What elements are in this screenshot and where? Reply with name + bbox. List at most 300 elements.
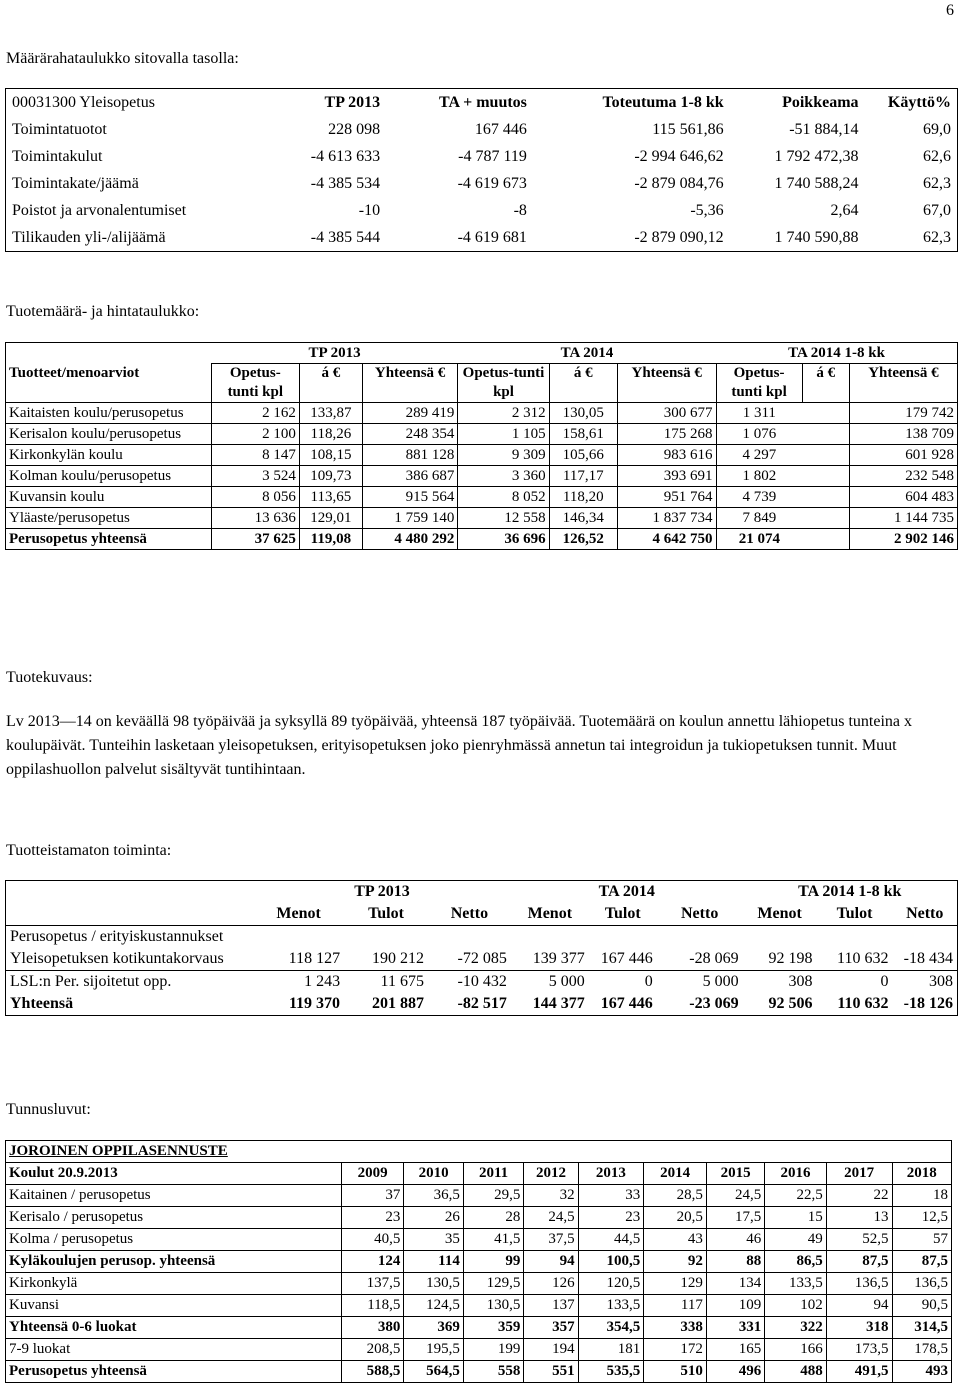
section-title-description: Tuotekuvaus: (6, 669, 93, 686)
value-cell (802, 466, 849, 487)
value-cell: 136,5 (892, 1273, 952, 1295)
column-header: á € (299, 364, 362, 403)
row-label: Kirkonkylän koulu (6, 445, 212, 466)
table-row (6, 971, 958, 994)
value-cell: 181 (578, 1339, 644, 1361)
value-cell: 4 480 292 (362, 529, 458, 550)
value-cell: 138 709 (849, 424, 957, 445)
value-cell: 493 (892, 1361, 952, 1383)
value-cell: 21 074 (716, 529, 802, 550)
value-cell: 126,52 (549, 529, 617, 550)
table-row (6, 1295, 952, 1317)
row-label: Yhteensä (10, 995, 74, 1012)
value-cell: 62,3 (865, 224, 958, 252)
value-cell: 2 100 (211, 424, 299, 445)
value-cell: 28 (463, 1207, 523, 1229)
sub-header-row (6, 903, 958, 926)
value-cell: 8 056 (211, 487, 299, 508)
value-cell: 33 (578, 1185, 644, 1207)
value-cell: 119,08 (299, 529, 362, 550)
value-cell: -2 879 090,12 (533, 224, 730, 252)
table-row (6, 170, 958, 197)
value-cell: 92 198 (743, 948, 817, 971)
value-cell: 37 (341, 1185, 404, 1207)
value-cell: -18 126 (903, 995, 953, 1012)
value-cell: 100,5 (578, 1251, 644, 1273)
value-cell: 22 (826, 1185, 892, 1207)
section-title-nonproduct: Tuotteistamaton toiminta: (6, 842, 172, 859)
value-cell: 1 740 588,24 (774, 174, 859, 192)
value-cell (802, 403, 849, 424)
row-header: Koulut 20.9.2013 (6, 1163, 342, 1185)
table-row (6, 143, 958, 170)
value-cell (802, 445, 849, 466)
section-row (6, 926, 958, 949)
value-cell: 1 792 472,38 (774, 147, 859, 165)
value-cell: 87,5 (826, 1251, 892, 1273)
value-cell: 124,5 (404, 1295, 463, 1317)
value-cell: -4 613 633 (310, 147, 381, 165)
table-row (6, 445, 958, 466)
column-header: Tulot (344, 903, 428, 926)
value-cell: 1 759 140 (362, 508, 458, 529)
value-cell: 20,5 (644, 1207, 707, 1229)
value-cell: 133,5 (765, 1273, 827, 1295)
value-cell: 1 076 (716, 424, 802, 445)
sub-header-row (6, 364, 958, 403)
value-cell: 4 739 (716, 487, 802, 508)
value-cell: -4 385 534 (310, 174, 381, 192)
value-cell: 3 360 (458, 466, 549, 487)
value-cell: 604 483 (849, 487, 957, 508)
table-row (6, 466, 958, 487)
value-cell: 130,5 (404, 1273, 463, 1295)
row-label: Kaitainen / perusopetus (6, 1185, 342, 1207)
row-label: Toimintatuotot (6, 116, 291, 143)
row-label: Perusopetus yhteensä (6, 529, 212, 550)
value-cell: 2 902 146 (849, 529, 957, 550)
value-cell: 146,34 (549, 508, 617, 529)
table-row (6, 1207, 952, 1229)
value-cell: 117 (644, 1295, 707, 1317)
value-cell: 308 (788, 973, 813, 990)
section-title-price: Tuotemäärä- ja hintataulukko: (6, 303, 200, 320)
column-header: Opetus-tunti kpl (716, 364, 802, 403)
value-cell: -10 432 (457, 973, 507, 990)
value-cell: 1 802 (716, 466, 802, 487)
year-header: 2009 (341, 1163, 404, 1185)
value-cell: 69,0 (865, 116, 958, 143)
value-cell: -2 879 084,76 (634, 174, 724, 192)
value-cell: 26 (404, 1207, 463, 1229)
value-cell: 23 (578, 1207, 644, 1229)
value-cell: 35 (404, 1229, 463, 1251)
value-cell: 195,5 (404, 1339, 463, 1361)
value-cell: 130,5 (463, 1295, 523, 1317)
column-header: Tulot (817, 903, 893, 926)
value-cell: 322 (765, 1317, 827, 1339)
value-cell: 49 (765, 1229, 827, 1251)
group-header: TA 2014 1-8 kk (716, 343, 957, 364)
column-header: TA + muutos (386, 89, 533, 117)
value-cell: 5 000 (548, 973, 585, 990)
value-cell: 289 419 (362, 403, 458, 424)
row-label: Yleisopetuksen kotikuntakorvaus (6, 948, 254, 971)
value-cell: 109,73 (299, 466, 362, 487)
value-cell: 120,5 (578, 1273, 644, 1295)
value-cell: 300 677 (617, 403, 716, 424)
value-cell: 158,61 (549, 424, 617, 445)
value-cell: 9 309 (458, 445, 549, 466)
value-cell: 380 (341, 1317, 404, 1339)
forecast-table (5, 1140, 952, 1383)
value-cell: 208,5 (341, 1339, 404, 1361)
value-cell: 134 (706, 1273, 764, 1295)
year-header: 2017 (826, 1163, 892, 1185)
table-row (6, 424, 958, 445)
row-label: Toimintakate/jäämä (6, 170, 291, 197)
value-cell: 114 (404, 1251, 463, 1273)
value-cell: 1 105 (458, 424, 549, 445)
value-cell: 12 558 (458, 508, 549, 529)
value-cell: 113,65 (299, 487, 362, 508)
value-cell: -10 (358, 201, 381, 219)
value-cell: 40,5 (341, 1229, 404, 1251)
column-header: Netto (428, 903, 511, 926)
value-cell: 190 212 (344, 948, 428, 971)
value-cell: 41,5 (463, 1229, 523, 1251)
value-cell: 37 625 (211, 529, 299, 550)
value-cell: -8 (513, 201, 527, 219)
empty-header (6, 903, 254, 926)
value-cell: 136,5 (826, 1273, 892, 1295)
value-cell: 88 (706, 1251, 764, 1273)
value-cell: 915 564 (362, 487, 458, 508)
value-cell: 510 (644, 1361, 707, 1383)
table-row (6, 1317, 952, 1339)
table-row (6, 508, 958, 529)
table-row (6, 487, 958, 508)
value-cell: 87,5 (892, 1251, 952, 1273)
row-label: Kuvansin koulu (6, 487, 212, 508)
value-cell: 2 162 (211, 403, 299, 424)
group-header: TP 2013 (211, 343, 458, 364)
value-cell: 314,5 (892, 1317, 952, 1339)
value-cell: -28 069 (657, 948, 743, 971)
value-cell: 15 (765, 1207, 827, 1229)
value-cell: 491,5 (826, 1361, 892, 1383)
value-cell: 179 742 (849, 403, 957, 424)
value-cell: 126 (524, 1273, 578, 1295)
value-cell: 588,5 (341, 1361, 404, 1383)
value-cell: 118,5 (341, 1295, 404, 1317)
value-cell: 535,5 (578, 1361, 644, 1383)
value-cell: 165 (706, 1339, 764, 1361)
row-label: Poistot ja arvonalentumiset (6, 197, 291, 224)
group-header: TA 2014 (458, 343, 716, 364)
year-header: 2013 (578, 1163, 644, 1185)
value-cell: 36 696 (458, 529, 549, 550)
value-cell: -4 619 673 (457, 174, 527, 192)
value-cell: 248 354 (362, 424, 458, 445)
value-cell: 951 764 (617, 487, 716, 508)
group-header-row (6, 343, 958, 364)
value-cell: 29,5 (463, 1185, 523, 1207)
table-row (6, 1229, 952, 1251)
column-header: Poikkeama (730, 89, 865, 117)
value-cell (802, 424, 849, 445)
table-title: JOROINEN OPPILASENNUSTE (6, 1141, 952, 1163)
value-cell: 1 740 590,88 (730, 224, 865, 252)
table-row (6, 1361, 952, 1383)
value-cell: 167 446 (474, 120, 527, 138)
value-cell: 488 (765, 1361, 827, 1383)
title-row (6, 1141, 952, 1163)
group-header-row (6, 881, 958, 904)
value-cell: 338 (644, 1317, 707, 1339)
value-cell: 173,5 (826, 1339, 892, 1361)
value-cell: 94 (524, 1251, 578, 1273)
empty-header (6, 343, 212, 364)
value-cell: 1 311 (716, 403, 802, 424)
value-cell: 4 297 (716, 445, 802, 466)
column-header: Netto (657, 903, 743, 926)
value-cell: 129,01 (299, 508, 362, 529)
row-label: Kuvansi (6, 1295, 342, 1317)
value-cell: 129,5 (463, 1273, 523, 1295)
value-cell: 318 (826, 1317, 892, 1339)
table-row (6, 948, 958, 971)
value-cell: 99 (463, 1251, 523, 1273)
group-header: TA 2014 1-8 kk (798, 883, 902, 900)
value-cell: 354,5 (578, 1317, 644, 1339)
value-cell: -5,36 (690, 201, 724, 219)
value-cell: 28,5 (644, 1185, 707, 1207)
value-cell: 92 (644, 1251, 707, 1273)
value-cell: 172 (644, 1339, 707, 1361)
value-cell: 22,5 (765, 1185, 827, 1207)
row-label: LSL:n Per. sijoitetut opp. (10, 973, 172, 990)
value-cell: 117,17 (549, 466, 617, 487)
value-cell: 24,5 (524, 1207, 578, 1229)
value-cell: 13 (826, 1207, 892, 1229)
value-cell: 118,26 (299, 424, 362, 445)
column-header: Opetus-tunti kpl (458, 364, 549, 403)
value-cell: 102 (765, 1295, 827, 1317)
value-cell: 32 (524, 1185, 578, 1207)
value-cell: -2 994 646,62 (634, 147, 724, 165)
value-cell: 133,87 (299, 403, 362, 424)
section-label: Perusopetus / erityiskustannukset (10, 928, 224, 945)
value-cell: 8 147 (211, 445, 299, 466)
value-cell: 90,5 (892, 1295, 952, 1317)
value-cell: 119 370 (288, 995, 341, 1012)
budget-table (5, 88, 958, 252)
row-label: Kirkonkylä (6, 1273, 342, 1295)
value-cell: 564,5 (404, 1361, 463, 1383)
year-header: 2012 (524, 1163, 578, 1185)
value-cell: 110 632 (817, 948, 893, 971)
value-cell: 558 (463, 1361, 523, 1383)
value-cell: 393 691 (617, 466, 716, 487)
row-label: Tilikauden yli-/alijäämä (6, 224, 291, 252)
column-header: TP 2013 (290, 89, 386, 117)
column-header: Opetus-tunti kpl (211, 364, 299, 403)
value-cell: 232 548 (849, 466, 957, 487)
nonproduct-table (5, 880, 958, 1016)
value-cell: 0 (644, 973, 653, 990)
value-cell: 3 524 (211, 466, 299, 487)
row-label: Kerisalo / perusopetus (6, 1207, 342, 1229)
year-header: 2010 (404, 1163, 463, 1185)
year-header: 2011 (463, 1163, 523, 1185)
section-title-budget: Määrärahataulukko sitovalla tasolla: (6, 50, 239, 67)
value-cell: 496 (706, 1361, 764, 1383)
value-cell: 1 243 (304, 973, 341, 990)
table-row (6, 1339, 952, 1361)
year-header: 2016 (765, 1163, 827, 1185)
value-cell: 36,5 (404, 1185, 463, 1207)
column-header: Yhteensä € (617, 364, 716, 403)
value-cell: 137,5 (341, 1273, 404, 1295)
row-label: Kolma / perusopetus (6, 1229, 342, 1251)
value-cell: 2,64 (830, 201, 859, 219)
column-header: á € (802, 364, 849, 403)
value-cell: 109 (706, 1295, 764, 1317)
column-header: Toteutuma 1-8 kk (533, 89, 730, 117)
value-cell: 37,5 (524, 1229, 578, 1251)
value-cell: 46 (706, 1229, 764, 1251)
value-cell: 178,5 (892, 1339, 952, 1361)
value-cell: 983 616 (617, 445, 716, 466)
row-label: Yläaste/perusopetus (6, 508, 212, 529)
table-row (6, 993, 958, 1016)
value-cell: 386 687 (362, 466, 458, 487)
value-cell: 1 837 734 (617, 508, 716, 529)
table-row (6, 116, 958, 143)
value-cell: -23 069 (689, 995, 739, 1012)
value-cell: 57 (892, 1229, 952, 1251)
value-cell: 52,5 (826, 1229, 892, 1251)
year-header: 2018 (892, 1163, 952, 1185)
year-header-row (6, 1163, 952, 1185)
value-cell: 551 (524, 1361, 578, 1383)
value-cell: 881 128 (362, 445, 458, 466)
value-cell: 23 (341, 1207, 404, 1229)
table-row (6, 1185, 952, 1207)
product-description: Lv 2013—14 on keväällä 98 työpäivää ja syksyllä 89 työpäivää, yhteensä 187 työpäivää. Tuotemäärä on koulun annettu lähiopetus tunteina x koulupäivät. Tunteihin lasketaan yleisopetuksen, erityisopetuksen joko pienryhmässä annetun tai integroidun ja tukiopetuksen tunnit. Muut oppilashuollon palvelut sisältyvät tuntihintaan. (6, 713, 913, 778)
column-header: Menot (743, 903, 817, 926)
value-cell: 137 (524, 1295, 578, 1317)
value-cell: 199 (463, 1339, 523, 1361)
price-table (5, 342, 958, 550)
column-header: Netto (892, 903, 957, 926)
value-cell: 62,6 (865, 143, 958, 170)
value-cell: 118,20 (549, 487, 617, 508)
column-header: Yhteensä € (362, 364, 458, 403)
row-header: Tuotteet/menoarviot (6, 364, 212, 403)
value-cell: 44,5 (578, 1229, 644, 1251)
value-cell: -18 434 (892, 948, 957, 971)
value-cell: -72 085 (428, 948, 511, 971)
value-cell: 130,05 (549, 403, 617, 424)
value-cell: 129 (644, 1273, 707, 1295)
value-cell: 118 127 (253, 948, 344, 971)
empty-header (6, 881, 254, 904)
column-header: 00031300 Yleisopetus (6, 89, 291, 117)
value-cell: 105,66 (549, 445, 617, 466)
value-cell: 4 642 750 (617, 529, 716, 550)
column-header: Menot (253, 903, 344, 926)
year-header: 2014 (644, 1163, 707, 1185)
value-cell: 62,3 (865, 170, 958, 197)
page-number: 6 (946, 2, 954, 19)
value-cell (802, 529, 849, 550)
group-header: TA 2014 (598, 883, 655, 900)
year-header: 2015 (706, 1163, 764, 1185)
value-cell: 201 887 (371, 995, 424, 1012)
value-cell: 144 377 (532, 995, 585, 1012)
group-header: TP 2013 (354, 883, 410, 900)
row-label: 7-9 luokat (6, 1339, 342, 1361)
table-row (6, 1251, 952, 1273)
value-cell: 7 849 (716, 508, 802, 529)
table-row (6, 529, 958, 550)
table-row (6, 1273, 952, 1295)
table-row (6, 224, 958, 252)
value-cell: 2 312 (458, 403, 549, 424)
value-cell: -51 884,14 (789, 120, 859, 138)
value-cell: 92 506 (768, 995, 813, 1012)
value-cell: 133,5 (578, 1295, 644, 1317)
row-label: Kaitaisten koulu/perusopetus (6, 403, 212, 424)
value-cell: 331 (706, 1317, 764, 1339)
value-cell: 110 632 (837, 995, 889, 1012)
value-cell: 139 377 (511, 948, 589, 971)
value-cell: 94 (826, 1295, 892, 1317)
value-cell: 194 (524, 1339, 578, 1361)
value-cell: -4 385 544 (290, 224, 386, 252)
table-header-row (6, 89, 958, 117)
value-cell: -4 787 119 (458, 147, 527, 165)
column-header: Käyttö% (865, 89, 958, 117)
column-header: Yhteensä € (849, 364, 957, 403)
row-label: Kerisalon koulu/perusopetus (6, 424, 212, 445)
value-cell: 166 (765, 1339, 827, 1361)
value-cell: -4 619 681 (386, 224, 533, 252)
value-cell: 43 (644, 1229, 707, 1251)
row-label: Perusopetus yhteensä (6, 1361, 342, 1383)
row-label: Kyläkoulujen perusop. yhteensä (6, 1251, 342, 1273)
table-row (6, 197, 958, 224)
column-header: á € (549, 364, 617, 403)
value-cell: 13 636 (211, 508, 299, 529)
value-cell: 67,0 (865, 197, 958, 224)
column-header: Menot (511, 903, 589, 926)
row-label: Kolman koulu/perusopetus (6, 466, 212, 487)
row-label: Toimintakulut (6, 143, 291, 170)
value-cell: 24,5 (706, 1185, 764, 1207)
section-title-indicators: Tunnusluvut: (6, 1101, 91, 1118)
value-cell: 0 (880, 973, 889, 990)
value-cell: 18 (892, 1185, 952, 1207)
value-cell: 8 052 (458, 487, 549, 508)
value-cell: 11 675 (380, 973, 424, 990)
value-cell: 167 446 (589, 948, 657, 971)
table-row (6, 403, 958, 424)
row-label: Yhteensä 0-6 luokat (6, 1317, 342, 1339)
value-cell: 5 000 (702, 973, 739, 990)
